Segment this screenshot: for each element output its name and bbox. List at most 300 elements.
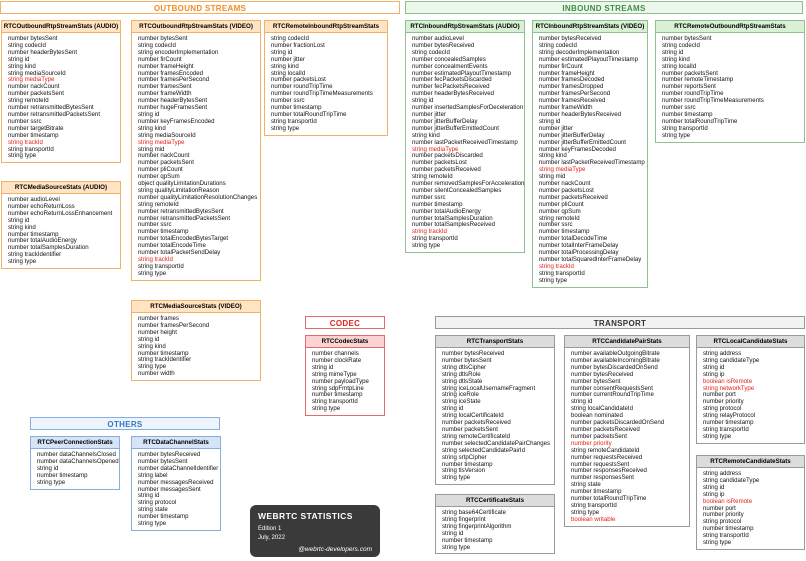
field-item: number requestsReceived	[571, 453, 643, 461]
field-item: string protocol	[703, 518, 742, 526]
field-item: number totalDecodeTime	[539, 235, 608, 243]
field-item: number totalEncodeTime	[138, 242, 206, 250]
field-item: number framesDropped	[539, 83, 604, 91]
field-item: number firCount	[138, 55, 182, 63]
field-item-highlighted: string networkType	[703, 384, 755, 392]
field-item: string id	[442, 405, 464, 413]
field-item-highlighted: boolean isRemote	[703, 497, 753, 505]
field-item: string trackIdentifier	[138, 356, 192, 364]
field-item: number clockRate	[312, 356, 362, 364]
field-item: number retransmittedPacketsSent	[8, 110, 101, 118]
field-item: number ssrc	[662, 104, 696, 112]
field-item-highlighted: string mediaType	[412, 145, 459, 153]
field-item: string codecId	[662, 41, 700, 49]
card-title: RTCCandidatePairStats	[565, 336, 689, 348]
field-item: string mid	[138, 145, 165, 153]
card-inbound-rtp-audio	[405, 20, 525, 253]
field-item: number retransmittedPacketsSent	[138, 214, 231, 222]
field-item: number packetsLost	[271, 76, 326, 84]
field-item-highlighted: string mediaType	[138, 138, 185, 146]
field-item: number fecPacketsDiscarded	[412, 76, 492, 84]
card-title: RTCInboundRtpStreamStats (AUDIO)	[406, 21, 524, 33]
card-media-source-video	[131, 300, 261, 381]
field-item: string remoteCandidateId	[571, 446, 640, 454]
field-item: string type	[412, 242, 441, 250]
card-data-channel	[131, 436, 221, 531]
field-item: string localCertificateId	[442, 412, 504, 420]
field-item: string transportId	[703, 425, 749, 433]
card-media-source-audio	[1, 181, 121, 269]
field-item-highlighted: boolean writable	[571, 515, 616, 523]
field-item: number qpSum	[539, 207, 581, 215]
field-item: string fingerprint	[442, 515, 486, 523]
edition-label: Edition 1	[258, 526, 282, 532]
field-item: string codecId	[8, 41, 46, 49]
field-item: number availableOutgoingBitrate	[571, 350, 660, 357]
field-list	[656, 33, 804, 142]
field-list	[565, 348, 689, 526]
field-item: number bytesReceived	[442, 350, 505, 357]
field-item: number bytesSent	[138, 457, 188, 465]
field-item-highlighted: number priority	[571, 439, 612, 447]
field-item: string id	[703, 483, 725, 491]
field-item: number keyFramesEncoded	[138, 117, 215, 125]
field-item: string remoteId	[412, 173, 453, 181]
field-item: number totalRoundTripTime	[571, 495, 647, 503]
field-item: number estimatedPlayoutTimestamp	[539, 55, 639, 63]
field-item: number silentConcealedSamples	[412, 186, 502, 194]
field-item: number timestamp	[271, 104, 322, 112]
field-item: number qualityLimitationResolutionChanges	[138, 193, 258, 201]
field-item: number nackCount	[539, 180, 591, 188]
field-item: string type	[271, 124, 300, 132]
field-item: number totalAudioEnergy	[412, 207, 481, 215]
section-label-others: OTHERS	[30, 417, 220, 430]
field-item: number estimatedPlayoutTimestamp	[412, 69, 512, 77]
field-item: string id	[8, 216, 30, 224]
field-item: string transportId	[703, 532, 749, 540]
field-item: string type	[662, 131, 691, 139]
field-item: number timestamp	[138, 349, 189, 357]
field-item: number requestsSent	[571, 460, 630, 468]
field-item: number insertedSamplesForDeceleration	[412, 104, 524, 112]
field-item: number remoteTimestamp	[662, 76, 734, 84]
field-item: string codecId	[271, 35, 309, 42]
field-item: string ip	[703, 370, 725, 378]
field-item: number bytesSent	[571, 377, 621, 385]
field-item: number messagesSent	[138, 485, 201, 493]
field-item: number bytesReceived	[539, 35, 602, 42]
field-item: number timestamp	[8, 131, 59, 139]
field-item: number timestamp	[138, 228, 189, 236]
field-item: string base64Certificate	[442, 509, 507, 516]
field-item: string id	[442, 529, 464, 537]
field-item: number roundTripTime	[662, 90, 724, 98]
field-item-highlighted: string mediaType	[8, 76, 55, 84]
field-item: string id	[662, 48, 684, 56]
field-item: string id	[571, 398, 593, 406]
field-item: string kind	[271, 62, 299, 70]
field-item: number packetsReceived	[571, 425, 640, 433]
field-item: string id	[8, 55, 30, 63]
field-item: string id	[138, 110, 160, 118]
field-item: number ssrc	[412, 193, 446, 201]
field-item: string kind	[412, 131, 440, 139]
field-item: number timestamp	[138, 513, 189, 521]
card-peer-connection	[30, 436, 120, 490]
field-item: number jitterBufferDelay	[412, 117, 478, 125]
section-label-outbound: OUTBOUND STREAMS	[0, 1, 400, 14]
field-item: number headerBytesSent	[138, 97, 208, 105]
card-title: RTCRemoteCandidateStats	[697, 456, 804, 468]
field-item: number timestamp	[703, 525, 754, 533]
field-item: string state	[571, 481, 601, 489]
field-item: number nackCount	[138, 152, 190, 160]
field-item: number firCount	[539, 62, 583, 70]
field-item: number reportsSent	[662, 83, 716, 91]
field-list	[265, 33, 387, 135]
card-title: RTCMediaSourceStats (AUDIO)	[2, 182, 120, 194]
field-item: string id	[703, 363, 725, 371]
section-label-transport: TRANSPORT	[435, 316, 805, 329]
field-item: string type	[703, 432, 732, 440]
field-item: number packetsSent	[138, 159, 194, 167]
field-item: number echoReturnLossEnhancement	[8, 209, 113, 217]
field-item: number totalRoundTripTime	[662, 117, 738, 125]
field-item: number echoReturnLoss	[8, 202, 75, 210]
section-label-inbound: INBOUND STREAMS	[405, 1, 803, 14]
field-item: string srtpCipher	[442, 453, 487, 461]
field-item: number roundTripTimeMeasurements	[662, 97, 764, 105]
field-list	[31, 449, 119, 489]
field-item: string mid	[539, 173, 566, 181]
field-item: string remoteId	[138, 200, 179, 208]
card-title: RTCCodecStats	[306, 336, 384, 348]
field-item: number bytesSent	[8, 35, 58, 42]
field-item: number width	[138, 370, 175, 378]
field-item: string trackIdentifier	[8, 251, 62, 259]
field-item: string protocol	[138, 499, 177, 507]
field-item: string kind	[138, 342, 166, 350]
site-link[interactable]: @webrtc-developers.com	[298, 546, 372, 553]
field-item-highlighted: boolean isRemote	[703, 377, 753, 385]
field-item: number packetsLost	[412, 159, 467, 167]
field-list	[2, 33, 120, 162]
field-item: number framesSent	[138, 83, 192, 91]
field-item: number totalAudioEnergy	[8, 237, 77, 245]
field-item: number bytesSent	[662, 35, 712, 42]
field-item: number timestamp	[312, 391, 363, 399]
field-item: number responsesReceived	[571, 467, 647, 475]
field-item: number timestamp	[571, 488, 622, 496]
field-list	[306, 348, 384, 415]
field-item: number headerBytesReceived	[412, 90, 494, 98]
field-item: number qpSum	[138, 173, 180, 181]
field-item: number retransmittedBytesSent	[8, 104, 94, 112]
card-title: RTCCertificateStats	[436, 495, 554, 507]
field-item: object qualityLimitationDurations	[138, 180, 226, 188]
field-item: string id	[412, 97, 434, 105]
field-item: string kind	[662, 55, 690, 63]
field-item: string type	[539, 276, 568, 284]
date-label: July, 2022	[258, 535, 285, 541]
field-item-highlighted: string trackId	[412, 228, 447, 236]
card-codec	[305, 335, 385, 416]
field-item: number audioLevel	[412, 35, 464, 42]
field-item: number availableIncomingBitrate	[571, 356, 660, 364]
field-item: string address	[703, 470, 742, 477]
field-item: number height	[138, 328, 177, 336]
field-item: number frameHeight	[138, 62, 194, 70]
field-item: number timestamp	[442, 536, 493, 544]
field-item: string address	[703, 350, 742, 357]
field-item: string codecId	[539, 41, 577, 49]
field-item: string type	[442, 474, 471, 482]
field-item: string transportId	[412, 235, 458, 243]
field-item-highlighted: string trackId	[8, 138, 43, 146]
card-candidate-pair	[564, 335, 690, 527]
field-item: string id	[312, 363, 334, 371]
field-item: number dataChannelsOpened	[37, 457, 119, 465]
field-item: string candidateType	[703, 356, 760, 364]
field-item: number bytesSent	[138, 35, 188, 42]
field-item: string dtlsRole	[442, 370, 481, 378]
field-item: number fractionLost	[271, 41, 325, 49]
field-item: string localId	[662, 62, 697, 70]
field-item: number totalEncodedBytesTarget	[138, 235, 229, 243]
field-item: string type	[571, 508, 600, 516]
field-item: number framesPerSecond	[138, 76, 210, 84]
field-item: string state	[138, 506, 168, 514]
field-item: number totalSquaredInterFrameDelay	[539, 256, 642, 263]
field-item: string kind	[138, 124, 166, 132]
field-item: string label	[138, 471, 168, 479]
field-item: number retransmittedBytesSent	[138, 207, 224, 215]
field-item: string tlsVersion	[442, 467, 486, 475]
doc-title: WEBRTC STATISTICS	[258, 511, 353, 521]
field-item: string dtlsState	[442, 377, 483, 385]
field-item: number timestamp	[8, 230, 59, 238]
field-item: number framesPerSecond	[138, 321, 210, 329]
field-item: number packetsSent	[8, 90, 64, 98]
field-item: number bytesSent	[442, 356, 492, 364]
field-item: string transportId	[571, 501, 617, 509]
field-item-highlighted: string trackId	[138, 256, 173, 263]
field-item: number keyFramesDecoded	[539, 145, 616, 153]
field-list	[436, 507, 554, 553]
field-item: number bytesDiscardedOnSend	[571, 363, 658, 371]
title-box	[250, 505, 380, 557]
card-remote-inbound	[264, 20, 388, 136]
field-item: number packetsSent	[662, 69, 718, 77]
field-item: number jitter	[539, 124, 573, 132]
field-item: string transportId	[312, 398, 358, 406]
field-item: number payloadType	[312, 377, 369, 385]
field-item: string mimeType	[312, 370, 357, 378]
field-item: number packetsReceived	[442, 419, 511, 427]
field-item: number pliCount	[539, 200, 584, 208]
field-item: string type	[138, 269, 167, 277]
field-item: number totalInterFrameDelay	[539, 242, 619, 250]
card-title: RTCRemoteOutboundRtpStreamStats	[656, 21, 804, 33]
card-title: RTCTransportStats	[436, 336, 554, 348]
field-item: number frames	[138, 315, 179, 322]
field-item: number framesEncoded	[138, 69, 204, 77]
field-list	[533, 33, 647, 287]
field-list	[697, 348, 804, 443]
field-item: number packetsDiscarded	[412, 152, 483, 160]
field-item: string transportId	[8, 145, 54, 153]
field-item: string relayProtocol	[703, 412, 756, 420]
field-item: number concealedSamples	[412, 55, 486, 63]
card-transport	[435, 335, 555, 485]
field-item: string kind	[8, 223, 36, 231]
field-item: number ssrc	[8, 117, 42, 125]
field-item: string protocol	[703, 405, 742, 413]
field-item: string type	[442, 543, 471, 551]
field-list	[132, 449, 220, 530]
field-item: number headerBytesSent	[8, 48, 78, 56]
field-item: number packetsSent	[571, 432, 627, 440]
field-item: string kind	[8, 62, 36, 70]
field-item: number framesReceived	[539, 97, 606, 105]
field-item-highlighted: string trackId	[539, 262, 574, 270]
field-item: number timestamp	[703, 419, 754, 427]
field-item: number timestamp	[442, 460, 493, 468]
field-item: string selectedCandidatePairId	[442, 446, 525, 454]
field-item: string qualityLimitationReason	[138, 186, 220, 194]
field-item: number packetsSent	[442, 425, 498, 433]
field-item: number jitterBufferDelay	[539, 131, 605, 139]
field-item: number roundTripTimeMeasurements	[271, 90, 373, 98]
field-item: string type	[138, 520, 167, 528]
field-item: number hugeFramesSent	[138, 104, 208, 112]
field-item: number dataChannelIdentifier	[138, 464, 219, 472]
field-item: string id	[138, 492, 160, 500]
field-item: string decoderImplementation	[539, 48, 620, 56]
field-item: number frameHeight	[539, 69, 595, 77]
field-item: number bytesReceived	[412, 41, 475, 49]
field-item: number framesPerSecond	[539, 90, 611, 98]
field-item: string mediaSourceId	[8, 69, 66, 77]
card-certificate	[435, 494, 555, 554]
card-title: RTCMediaSourceStats (VIDEO)	[132, 301, 260, 313]
field-item: number packetsLost	[539, 186, 594, 194]
field-item: string codecId	[138, 41, 176, 49]
field-item: string codecId	[412, 48, 450, 56]
field-item: string transportId	[662, 124, 708, 132]
field-item: number messagesReceived	[138, 478, 214, 486]
field-item: string fingerprintAlgorithm	[442, 522, 512, 530]
field-item: number ssrc	[271, 97, 305, 105]
field-item: string remoteId	[8, 97, 49, 105]
field-item: number port	[703, 504, 736, 512]
field-item: number totalSamplesDuration	[412, 214, 493, 222]
card-outbound-rtp-video	[131, 20, 261, 281]
card-title: RTCOutboundRtpStreamStats (AUDIO)	[2, 21, 120, 33]
field-item: number consentRequestsSent	[571, 384, 653, 392]
field-item: number ssrc	[539, 221, 573, 229]
card-title: RTCRemoteInboundRtpStreamStats	[265, 21, 387, 33]
field-item: number framesDecoded	[539, 76, 605, 84]
field-item: number ssrc	[138, 221, 172, 229]
field-item: number dataChannelsClosed	[37, 451, 116, 458]
field-item: string type	[37, 478, 66, 486]
field-item: string id	[539, 117, 561, 125]
field-list	[132, 313, 260, 380]
field-item: string transportId	[539, 269, 585, 277]
field-item: number currentRoundTripTime	[571, 391, 654, 399]
field-item: string ip	[703, 490, 725, 498]
field-item: string type	[138, 363, 167, 371]
field-item: string mediaSourceId	[138, 131, 196, 139]
field-item: number priority	[703, 398, 744, 406]
field-item: number jitter	[271, 55, 305, 63]
field-item: number packetsReceived	[412, 166, 481, 174]
field-item: string id	[37, 464, 59, 472]
field-item: number pliCount	[138, 166, 183, 174]
field-item: string dtlsCipher	[442, 363, 487, 371]
field-item: number timestamp	[539, 228, 590, 236]
field-item: number totalSamplesReceived	[412, 221, 495, 229]
field-item: number roundTripTime	[271, 83, 333, 91]
field-item: number selectedCandidatePairChanges	[442, 439, 551, 447]
field-item: string iceRole	[442, 391, 479, 399]
card-remote-outbound	[655, 20, 805, 143]
field-item: string localId	[271, 69, 306, 77]
card-local-candidate	[696, 335, 805, 444]
field-item: string type	[703, 539, 732, 547]
card-title: RTCOutboundRtpStreamStats (VIDEO)	[132, 21, 260, 33]
field-item: number totalRoundTripTime	[271, 110, 347, 118]
field-item: string id	[271, 48, 293, 56]
field-item: number timestamp	[412, 200, 463, 208]
field-item: string type	[8, 258, 37, 266]
field-list	[697, 468, 804, 549]
field-item: number responsesSent	[571, 474, 635, 482]
field-item: number priority	[703, 511, 744, 519]
field-item: string transportId	[138, 262, 184, 270]
field-item: string type	[312, 405, 341, 413]
field-item: number jitter	[412, 110, 446, 118]
field-item: string id	[138, 335, 160, 343]
field-item: number targetBitrate	[8, 124, 64, 132]
field-item: number jitterBufferEmittedCount	[539, 138, 626, 146]
field-item: number bytesReceived	[571, 370, 634, 378]
field-item: number lastPacketReceivedTimestamp	[412, 138, 518, 146]
field-item: number jitterBufferEmittedCount	[412, 124, 499, 132]
card-title: RTCDataChannelStats	[132, 437, 220, 449]
field-list	[2, 194, 120, 268]
card-outbound-rtp-audio	[1, 20, 121, 163]
field-item: string transportId	[271, 117, 317, 125]
card-inbound-rtp-video	[532, 20, 648, 288]
field-list	[406, 33, 524, 252]
field-item: number totalPacketSendDelay	[138, 249, 221, 257]
field-item: number concealmentEvents	[412, 62, 488, 70]
field-list	[132, 33, 260, 280]
field-item: number port	[703, 391, 736, 399]
card-remote-candidate	[696, 455, 805, 550]
field-item: number removedSamplesForAcceleration	[412, 180, 525, 188]
field-list	[436, 348, 554, 484]
field-item: number nackCount	[8, 83, 60, 91]
field-item: string localCandidateId	[571, 405, 633, 413]
field-item: number frameWidth	[539, 104, 593, 112]
field-item: string candidateType	[703, 476, 760, 484]
card-title: RTCInboundRtpStreamStats (VIDEO)	[533, 21, 647, 33]
field-item: string remoteId	[539, 214, 580, 222]
